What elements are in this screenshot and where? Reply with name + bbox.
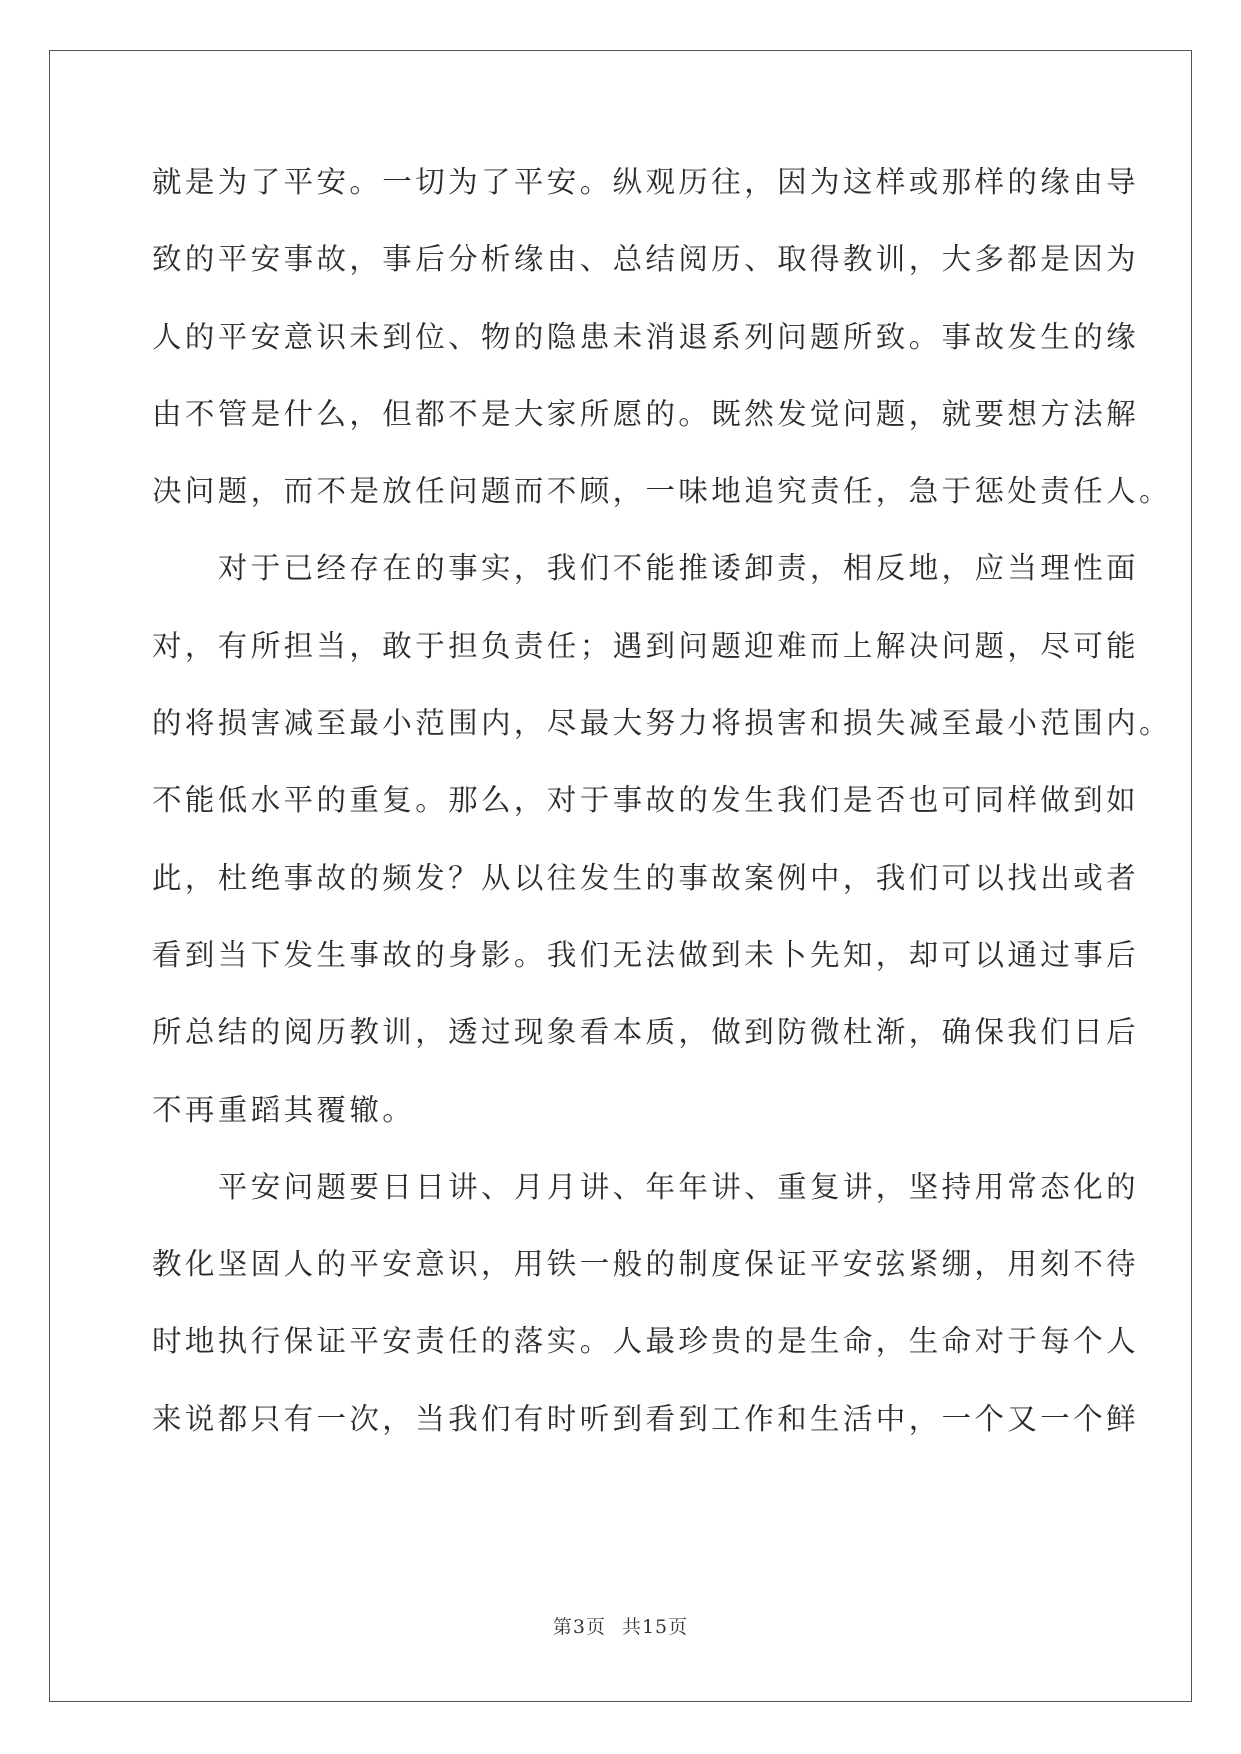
text-line: 就是为了平安。一切为了平安。纵观历往，因为这样或那样的缘由导: [152, 165, 1140, 199]
text-line: 所总结的阅历教训，透过现象看本质，做到防微杜渐，确保我们日后: [152, 1015, 1140, 1050]
text-line: 人的平安意识未到位、物的隐患未消退系列问题所致。事故发生的缘: [152, 319, 1140, 354]
text-line: 不再重蹈其覆辙。: [152, 1092, 416, 1127]
text-line: 决问题，而不是放任问题而不顾，一味地追究责任，急于惩处责任人。: [152, 474, 1172, 509]
text-line: 对，有所担当，敢于担负责任；遇到问题迎难而上解决问题，尽可能: [152, 628, 1140, 663]
page-total: 共15页: [621, 1616, 689, 1638]
page-number: 第3页: [552, 1616, 606, 1638]
text-line: 看到当下发生事故的身影。我们无法做到未卜先知，却可以通过事后: [152, 937, 1140, 972]
text-line: 此，杜绝事故的频发？从以往发生的事故案例中，我们可以找出或者: [152, 860, 1140, 895]
text-line: 的将损害减至最小范围内，尽最大努力将损害和损失减至最小范围内。: [152, 706, 1172, 741]
text-line: 教化坚固人的平安意识，用铁一般的制度保证平安弦紧绷，用刻不待: [152, 1247, 1140, 1282]
text-line: 平安问题要日日讲、月月讲、年年讲、重复讲，坚持用常态化的: [152, 1169, 1140, 1204]
text-line: 由不管是什么，但都不是大家所愿的。既然发觉问题，就要想方法解: [152, 396, 1140, 431]
text-line: 来说都只有一次，当我们有时听到看到工作和生活中，一个又一个鲜: [152, 1401, 1140, 1436]
document-body: [152, 162, 1172, 1476]
text-line: 不能低水平的重复。那么，对于事故的发生我们是否也可同样做到如: [152, 783, 1140, 818]
text-line: 时地执行保证平安责任的落实。人最珍贵的是生命，生命对于每个人: [152, 1324, 1140, 1359]
text-line: 致的平安事故，事后分析缘由、总结阅历、取得教训，大多都是因为: [152, 242, 1140, 277]
page-footer: [0, 1612, 1241, 1639]
text-line: 对于已经存在的事实，我们不能推诿卸责，相反地，应当理性面: [152, 551, 1140, 586]
